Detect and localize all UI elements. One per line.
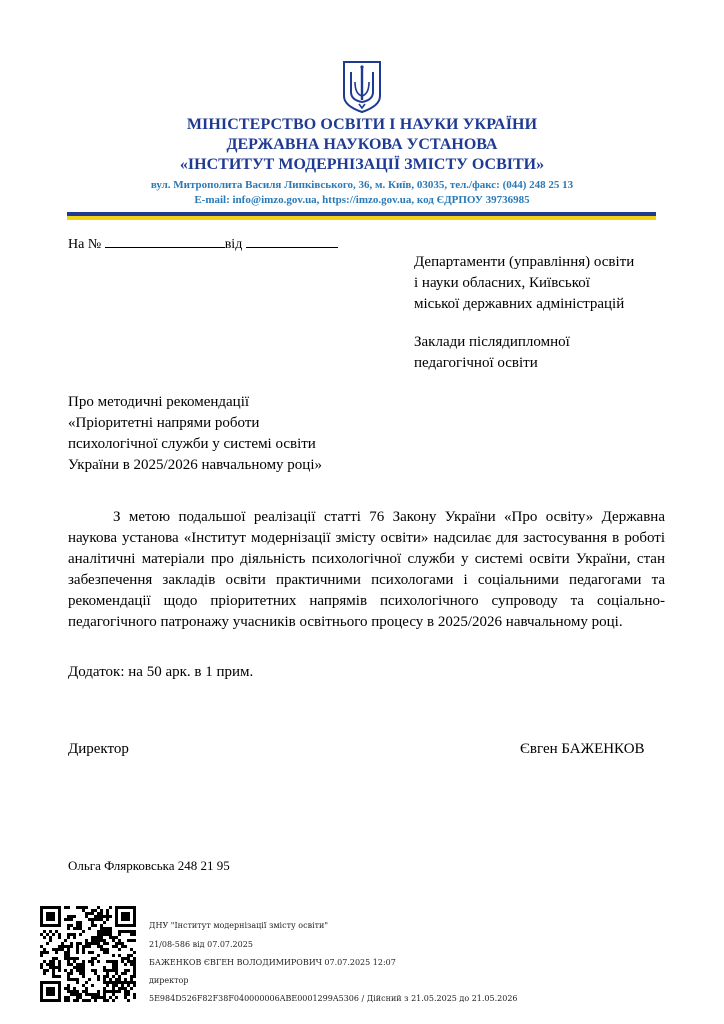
subject-line: Про методичні рекомендації: [68, 394, 250, 410]
stamp-organization: ДНУ "Інститут модернізації змісту освіти": [149, 921, 329, 930]
reference-date-label: від: [224, 237, 243, 252]
stamp-certificate: 5E984D526F82F38F040000006ABE0001299A5306 / Дійсний з 21.05.2025 до 21.05.2026: [149, 994, 518, 1003]
letter-subject: [68, 392, 322, 476]
trident-coat-of-arms-icon: [342, 60, 382, 114]
letter-body: З метою подальшої реалізації статті 76 Закону України «Про освіту» Державна наукова установа «Інститут модернізації змісту освіти» надсилає для застосування в роботі аналітичні матеріали про діяльність психологічної служби у системі освіти України, стан забезпечення закладів освіти практичними психологами і соціальними педагогами та рекомендації щодо пріоритетних напрямів психологічного супроводу та соціально-педагогічного патронажу учасників освітнього процесу в 2025/2026 навчальному році.: [68, 509, 665, 630]
stamp-registration: 21/08-586 від 07.07.2025: [149, 940, 253, 949]
header-stripe-yellow: [67, 216, 656, 220]
addressee-institutions: [414, 332, 570, 374]
addressee-line: Департаменти (управління) освіти: [414, 254, 635, 270]
stamp-signer-role: директор: [149, 976, 189, 985]
stamp-signer: БАЖЕНКОВ ЄВГЕН ВОЛОДИМИРОВИЧ 07.07.2025 12:07: [149, 958, 396, 967]
signatory-title: Директор: [68, 741, 129, 757]
subject-line: України в 2025/2026 навчальному році»: [68, 457, 323, 473]
header-institution-name: «ІНСТИТУТ МОДЕРНІЗАЦІЇ ЗМІСТУ ОСВІТИ»: [179, 156, 545, 173]
subject-line: «Пріоритетні напрями роботи: [68, 415, 260, 431]
header-ministry: МІНІСТЕРСТВО ОСВІТИ І НАУКИ УКРАЇНИ: [186, 116, 538, 133]
addressee-line: і науки обласних, Київської: [414, 275, 590, 291]
addressee-line: Заклади післядипломної: [414, 334, 570, 350]
signatory-name: Євген БАЖЕНКОВ: [520, 741, 645, 757]
header-institution-type: ДЕРЖАВНА НАУКОВА УСТАНОВА: [226, 136, 498, 153]
header-address: вул. Митрополита Василя Липківського, 36, м. Київ, 03035, тел./факс: (044) 248 25 13: [150, 179, 574, 191]
qr-code-icon: [40, 906, 136, 1002]
reference-number-blank: [105, 235, 225, 248]
addressee-departments: [414, 252, 634, 315]
header-contacts: E-mail: info@imzo.gov.ua, https://imzo.gov.ua, код ЄДРПОУ 39736985: [194, 194, 530, 206]
reference-prefix: На №: [68, 237, 102, 252]
addressee-line: педагогічної освіти: [414, 355, 538, 371]
subject-line: психологічної служби у системі освіти: [68, 436, 316, 452]
reference-date-blank: [246, 235, 338, 248]
attachment-note: Додаток: на 50 арк. в 1 прим.: [68, 664, 254, 680]
addressee-line: міської державних адміністрацій: [414, 296, 625, 312]
executor-contact: Ольга Флярковська 248 21 95: [68, 858, 230, 873]
reference-line: [68, 235, 338, 253]
